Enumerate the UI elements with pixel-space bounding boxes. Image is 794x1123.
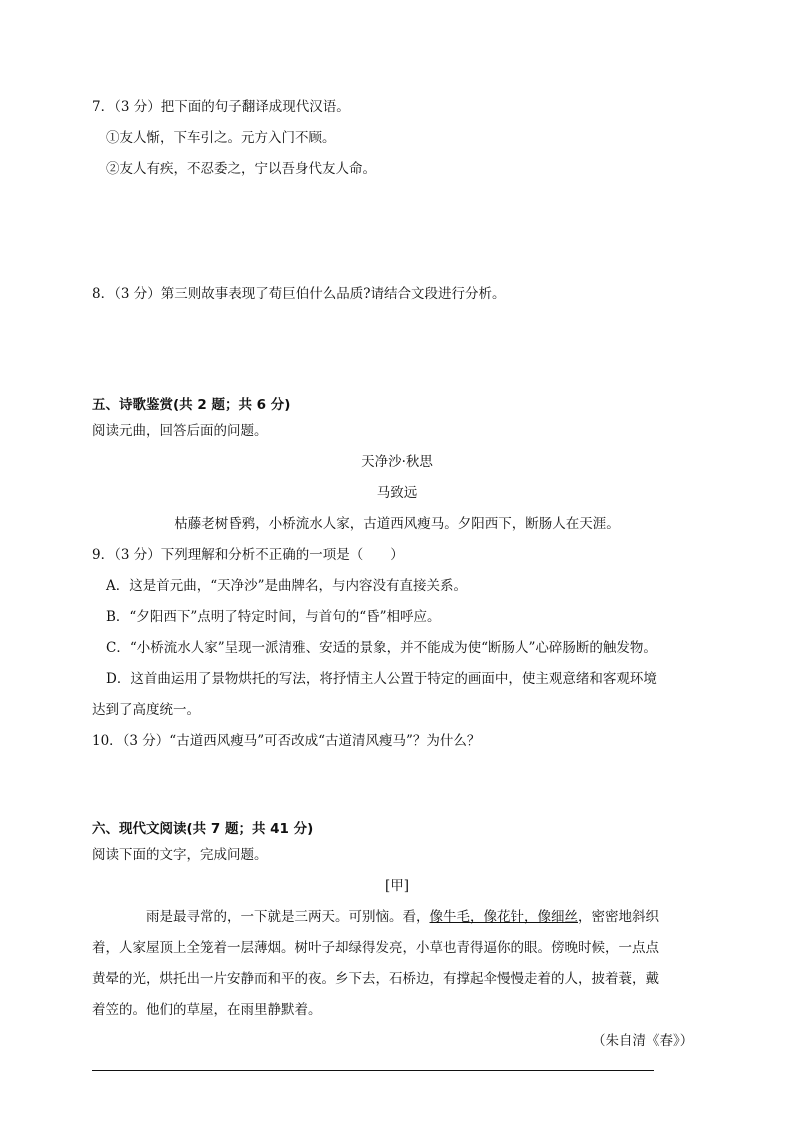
option-d-line-1: D．这首曲运用了景物烘托的写法，将抒情主人公置于特定的画面中，使主观意绪和客观环境 (106, 671, 657, 687)
question-8-stem: 8．（3 分）第三则故事表现了荀巨伯什么品质?请结合文段进行分析。 (92, 286, 506, 302)
poem-author: 马致远 (376, 485, 418, 501)
passage-label: [甲] (384, 878, 410, 894)
option-a: A．这是首元曲，“天净沙”是曲牌名，与内容没有直接关系。 (106, 578, 468, 594)
poem-text: 枯藤老树昏鸦，小桥流水人家，古道西风瘦马。夕阳西下，断肠人在天涯。 (174, 516, 620, 532)
option-b: B．“夕阳西下”点明了特定时间，与首句的“昏”相呼应。 (106, 609, 441, 625)
question-10-stem: 10．（3 分）“古道西风瘦马”可否改成“古道清风瘦马”？为什么？ (92, 733, 481, 749)
option-c: C．“小桥流水人家”呈现一派清雅、安适的景象，并不能成为使“断肠人”心碎肠断的触发物。 (106, 640, 657, 656)
passage-line-1-start: 雨是最寻常的，一下就是三两天。可别恼。看， (146, 909, 430, 925)
passage-source: （朱自清《春》） (592, 1033, 694, 1049)
question-7-sentence-2: ②友人有疾，不忍委之，宁以吾身代友人命。 (106, 161, 376, 177)
passage-line-3: 黄晕的光，烘托出一片安静而和平的夜。乡下去，石桥边，有撑起伞慢慢走着的人，披着蓑，戴 (92, 971, 659, 987)
question-7-stem: 7．（3 分）把下面的句子翻译成现代汉语。 (92, 99, 350, 115)
section-6-heading: 六、现代文阅读(共 7 题；共 41 分) (92, 821, 314, 837)
bottom-divider (92, 1070, 654, 1071)
question-7-sentence-1: ①友人惭，下车引之。元方入门不顾。 (106, 130, 336, 146)
passage-underlined-phrase: 像牛毛，像花针，像细丝 (429, 909, 578, 925)
poem-title: 天净沙·秋思 (361, 454, 433, 470)
section-5-intro: 阅读元曲，回答后面的问题。 (92, 423, 268, 439)
passage-line-4: 着笠的。他们的草屋，在雨里静默着。 (92, 1002, 322, 1018)
passage-line-1 (146, 908, 659, 926)
question-9-stem: 9．（3 分）下列理解和分析不正确的一项是（ ） (92, 547, 404, 563)
section-6-intro: 阅读下面的文字，完成问题。 (92, 847, 268, 863)
passage-line-1-end: ，密密地斜织 (578, 909, 659, 925)
option-d-line-2: 达到了高度统一。 (92, 702, 200, 718)
passage-line-2: 着，人家屋顶上全笼着一层薄烟。树叶子却绿得发亮，小草也青得逼你的眼。傍晚时候，一点点 (92, 940, 659, 956)
section-5-heading: 五、诗歌鉴赏(共 2 题；共 6 分) (92, 397, 291, 413)
